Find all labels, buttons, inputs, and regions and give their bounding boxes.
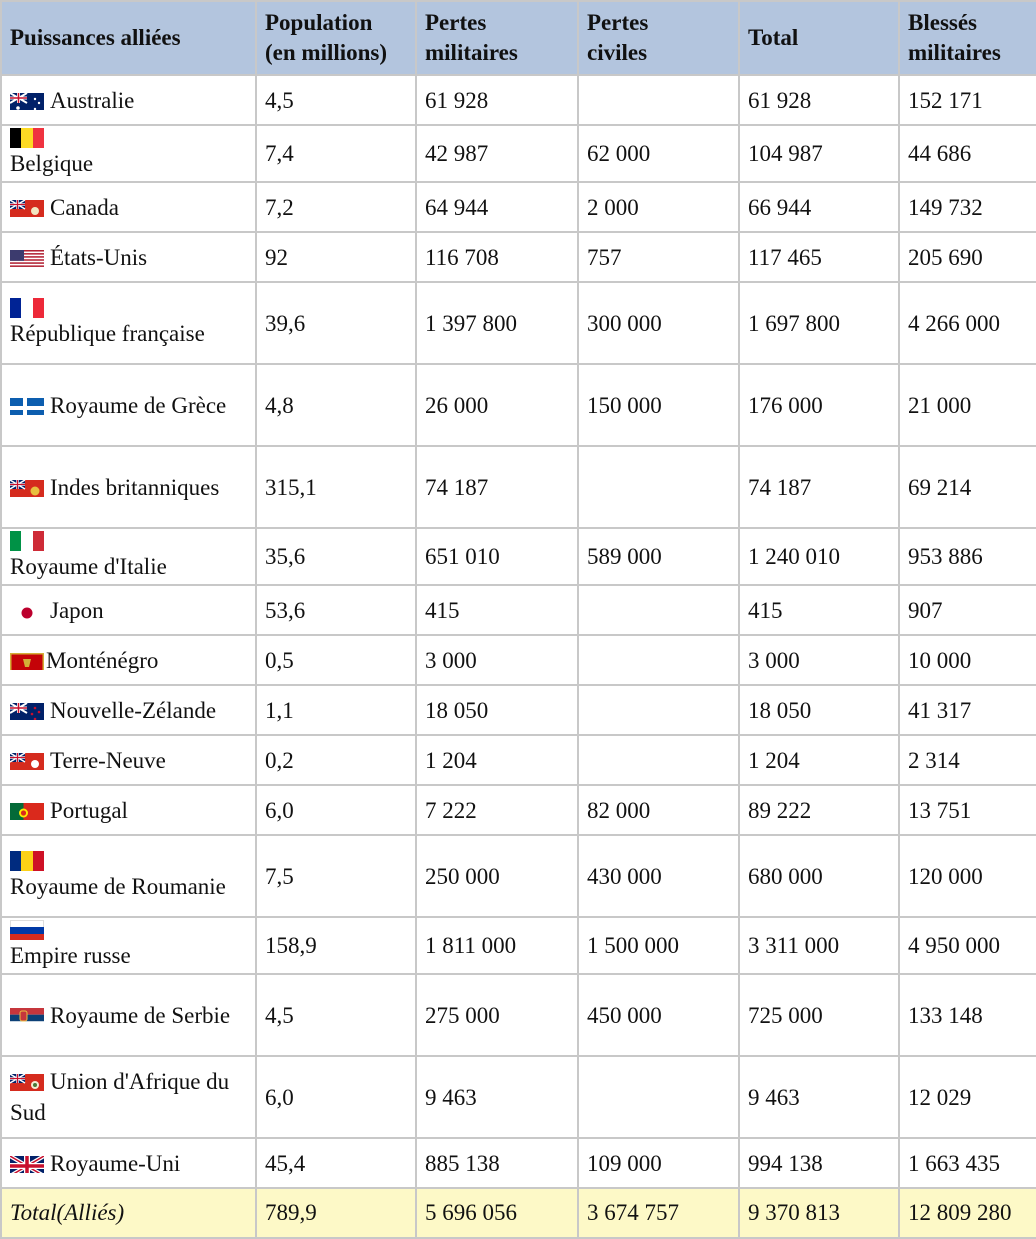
header-total: Total [739,1,899,75]
population-cell: 45,4 [256,1138,416,1188]
total-cell: 725 000 [739,974,899,1056]
civil-losses-cell: 2 000 [578,182,739,232]
country-cell: États-Unis [1,232,256,282]
table-row [1,785,1036,835]
totals-total: 9 370 813 [739,1188,899,1238]
population-cell: 53,6 [256,585,416,635]
population-cell: 7,5 [256,835,416,917]
total-cell: 89 222 [739,785,899,835]
table-row [1,282,1036,364]
table-row [1,232,1036,282]
military-losses-cell: 275 000 [416,974,578,1056]
civil-losses-cell: 1 500 000 [578,917,739,974]
country-cell: Royaume d'Italie [1,528,256,585]
british-india-flag-icon [10,477,44,497]
table-header [1,1,1036,75]
table-row [1,835,1036,917]
wounded-cell: 12 029 [899,1056,1036,1138]
table-row [1,635,1036,685]
country-cell: Royaume de Serbie [1,974,256,1056]
population-cell: 39,6 [256,282,416,364]
total-cell: 1 697 800 [739,282,899,364]
civil-losses-cell [578,685,739,735]
wounded-cell: 21 000 [899,364,1036,446]
france-flag-icon [10,298,44,318]
military-losses-cell: 64 944 [416,182,578,232]
wounded-cell: 953 886 [899,528,1036,585]
australia-flag-icon [10,90,44,110]
total-cell: 9 463 [739,1056,899,1138]
total-cell: 61 928 [739,75,899,125]
civil-losses-cell [578,585,739,635]
country-cell: Japon [1,585,256,635]
table-body [1,75,1036,1188]
totals-civil-losses: 3 674 757 [578,1188,739,1238]
total-cell: 1 204 [739,735,899,785]
belgium-flag-icon [10,128,44,148]
wounded-cell: 149 732 [899,182,1036,232]
wounded-cell: 69 214 [899,446,1036,528]
population-cell: 6,0 [256,785,416,835]
totals-population: 789,9 [256,1188,416,1238]
country-cell: Portugal [1,785,256,835]
civil-losses-cell: 82 000 [578,785,739,835]
portugal-flag-icon [10,800,44,820]
total-cell: 117 465 [739,232,899,282]
table-row [1,1056,1036,1138]
total-cell: 1 240 010 [739,528,899,585]
population-cell: 35,6 [256,528,416,585]
total-cell: 994 138 [739,1138,899,1188]
civil-losses-cell: 62 000 [578,125,739,182]
totals-wounded: 12 809 280 [899,1188,1036,1238]
total-cell: 104 987 [739,125,899,182]
wounded-cell: 152 171 [899,75,1036,125]
south-africa-flag-icon [10,1071,44,1091]
military-losses-cell: 9 463 [416,1056,578,1138]
table-row [1,735,1036,785]
total-cell: 3 000 [739,635,899,685]
country-cell: Australie [1,75,256,125]
population-cell: 158,9 [256,917,416,974]
totals-label: Total(Alliés) [1,1188,256,1238]
military-losses-cell: 42 987 [416,125,578,182]
total-cell: 680 000 [739,835,899,917]
civil-losses-cell: 109 000 [578,1138,739,1188]
table-row [1,685,1036,735]
table-row [1,528,1036,585]
total-cell: 415 [739,585,899,635]
population-cell: 7,2 [256,182,416,232]
civil-losses-cell: 300 000 [578,282,739,364]
table-row [1,585,1036,635]
wounded-cell: 4 950 000 [899,917,1036,974]
totals-row [1,1188,1036,1238]
canada-flag-icon [10,197,44,217]
population-cell: 1,1 [256,685,416,735]
military-losses-cell: 1 204 [416,735,578,785]
table-row [1,75,1036,125]
uk-flag-icon [10,1153,44,1173]
civil-losses-cell [578,1056,739,1138]
table-row [1,364,1036,446]
military-losses-cell: 74 187 [416,446,578,528]
country-cell: Nouvelle-Zélande [1,685,256,735]
usa-flag-icon [10,247,44,267]
header-country: Puissances alliées [1,1,256,75]
civil-losses-cell: 450 000 [578,974,739,1056]
totals-row-group [1,1188,1036,1238]
civil-losses-cell: 430 000 [578,835,739,917]
country-cell: Union d'Afrique du Sud [1,1056,256,1138]
population-cell: 4,5 [256,75,416,125]
military-losses-cell: 250 000 [416,835,578,917]
total-cell: 3 311 000 [739,917,899,974]
civil-losses-cell [578,635,739,685]
wounded-cell: 4 266 000 [899,282,1036,364]
military-losses-cell: 3 000 [416,635,578,685]
total-cell: 176 000 [739,364,899,446]
japan-flag-icon [10,600,44,620]
military-losses-cell: 61 928 [416,75,578,125]
population-cell: 7,4 [256,125,416,182]
civil-losses-cell: 150 000 [578,364,739,446]
wounded-cell: 205 690 [899,232,1036,282]
wounded-cell: 10 000 [899,635,1036,685]
country-cell: Monténégro [1,635,256,685]
header-military-losses: Pertes militaires [416,1,578,75]
wounded-cell: 2 314 [899,735,1036,785]
military-losses-cell: 18 050 [416,685,578,735]
population-cell: 4,5 [256,974,416,1056]
newfoundland-flag-icon [10,750,44,770]
total-cell: 18 050 [739,685,899,735]
wounded-cell: 133 148 [899,974,1036,1056]
population-cell: 4,8 [256,364,416,446]
military-losses-cell: 26 000 [416,364,578,446]
italy-flag-icon [10,531,44,551]
population-cell: 0,5 [256,635,416,685]
header-civil-losses: Pertes civiles [578,1,739,75]
header-wounded: Blessés militaires [899,1,1036,75]
country-cell: Canada [1,182,256,232]
header-population: Population (en millions) [256,1,416,75]
table-row [1,446,1036,528]
population-cell: 0,2 [256,735,416,785]
totals-military-losses: 5 696 056 [416,1188,578,1238]
military-losses-cell: 1 811 000 [416,917,578,974]
population-cell: 92 [256,232,416,282]
wounded-cell: 1 663 435 [899,1138,1036,1188]
civil-losses-cell: 589 000 [578,528,739,585]
military-losses-cell: 7 222 [416,785,578,835]
wounded-cell: 13 751 [899,785,1036,835]
table-row [1,125,1036,182]
country-cell: Royaume de Roumanie [1,835,256,917]
military-losses-cell: 885 138 [416,1138,578,1188]
country-cell: République française [1,282,256,364]
montenegro-flag-icon [10,650,44,670]
population-cell: 6,0 [256,1056,416,1138]
civil-losses-cell [578,446,739,528]
wounded-cell: 907 [899,585,1036,635]
country-cell: Terre-Neuve [1,735,256,785]
military-losses-cell: 415 [416,585,578,635]
table-row [1,974,1036,1056]
total-cell: 66 944 [739,182,899,232]
population-cell: 315,1 [256,446,416,528]
country-cell: Indes britanniques [1,446,256,528]
civil-losses-cell [578,735,739,785]
table-row [1,1138,1036,1188]
country-cell: Empire russe [1,917,256,974]
russia-flag-icon [10,920,44,940]
table-row [1,917,1036,974]
military-losses-cell: 1 397 800 [416,282,578,364]
wounded-cell: 44 686 [899,125,1036,182]
wounded-cell: 41 317 [899,685,1036,735]
wounded-cell: 120 000 [899,835,1036,917]
military-losses-cell: 651 010 [416,528,578,585]
military-losses-cell: 116 708 [416,232,578,282]
country-cell: Royaume-Uni [1,1138,256,1188]
serbia-flag-icon [10,1005,44,1025]
romania-flag-icon [10,851,44,871]
civil-losses-cell: 757 [578,232,739,282]
new-zealand-flag-icon [10,700,44,720]
total-cell: 74 187 [739,446,899,528]
table-row [1,182,1036,232]
country-cell: Belgique [1,125,256,182]
greece-flag-icon [10,395,44,415]
civil-losses-cell [578,75,739,125]
country-cell: Royaume de Grèce [1,364,256,446]
